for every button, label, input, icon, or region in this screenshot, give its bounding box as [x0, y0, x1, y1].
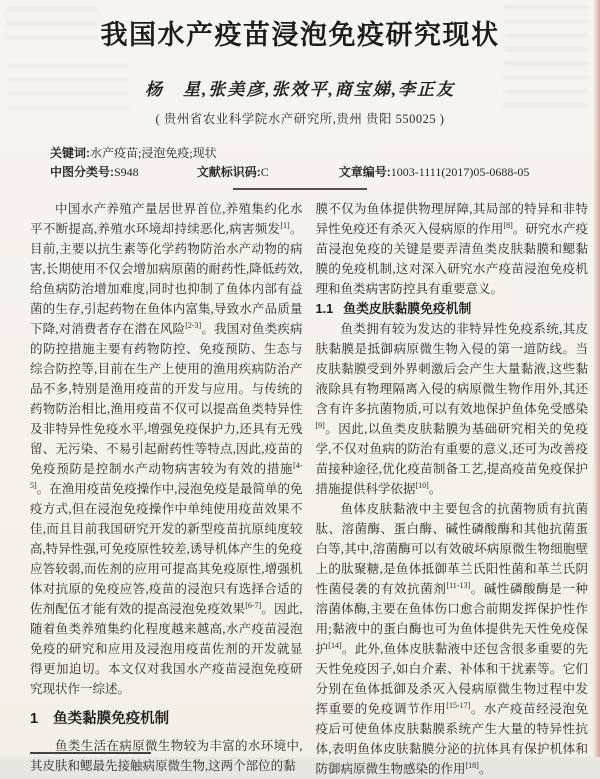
clc-label: 中图分类号:: [50, 165, 114, 179]
clc-value: S948: [114, 165, 139, 179]
doc-code-item: [197, 163, 269, 181]
footnote-rule: [30, 752, 151, 754]
section-1-title: 鱼类黏膜免疫机制: [53, 711, 170, 727]
article-header: [0, 0, 600, 127]
section-1-1-paragraph-2: 鱼体皮肤黏液中主要包含的抗菌物质有抗菌肽、溶菌酶、蛋白酶、碱性磷酸酶和其他抗菌蛋白等,其中,溶菌酶可以有效破坏病原微生物细胞壁上的肽聚糖,是鱼体抵御革兰氏阳性菌和革兰氏阴性菌侵袭的有效抗菌剂[11-13]。碱性磷酸酶是一种溶菌体酶,主要在鱼体伤口愈合前期发挥保护性作用;黏液中的蛋白酶也可为鱼体提供先天性免疫保护[14]。此外,鱼体皮肤黏液中还包含很多重要的先天性免疫因子,如白介素、补体和干扰素等。它们分别在鱼体抵御及杀灭入侵病原微生物过程中发挥重要的免疫调节作用[15-17]。水产疫苗经浸泡免疫后可使鱼体皮肤黏膜系统产生大量的特异性抗体,表明鱼体皮肤黏膜分泌的抗体具有保护机体和防御病原微生物感染的作用[18]。: [315, 502, 588, 776]
section-1-paragraph-continued: 膜不仅为鱼体提供物理屏障,其局部的特异和非特异性免疫还有杀灭入侵病原的作用[8]。研究水产疫苗浸泡免疫的关键是要弄清鱼类皮肤黏膜和鳃黏膜的免疫机制,这对深入研究水产疫苗浸泡免疫机理和鱼类病害防控具有重要意义。: [315, 202, 588, 296]
section-1-paragraph-left: 鱼类生活在病原微生物较为丰富的水环境中,其皮肤和鳃最先接触病原微生物,这两个部位的黏: [30, 739, 303, 773]
classification-row: [50, 163, 570, 181]
right-column: [316, 199, 589, 779]
article-affiliation: ( 贵州省农业科学院水产研究所,贵州 贵阳 550025 ): [155, 112, 445, 126]
clc-item: [50, 163, 139, 181]
left-column: [30, 199, 303, 779]
keywords-value: 水产疫苗;浸泡免疫;现状: [90, 146, 217, 160]
article-id-label: 文章编号:: [338, 165, 391, 179]
keywords-row: [50, 144, 570, 162]
article-id-value: 1003-1111(2017)05-0688-05: [390, 165, 530, 179]
section-1-1-paragraph-1: 鱼类拥有较为发达的非特异性免疫系统,其皮肤黏膜是抵御病原微生物入侵的第一道防线。当皮肤黏膜受到外界刺激后会产生大量黏液,这些黏液除具有物理隔离入侵的病原微生物作用外,其还含有许多抗菌物质,可以有效地保护鱼体免受感染[9]。因此,以鱼类皮肤黏膜为基础研究相关的免疫学,不仅对鱼病的防治有重要的意义,还可为改善疫苗接种途径,优化疫苗制备工艺,提高疫苗免疫保护措施提供科学依据[10]。: [315, 322, 588, 496]
article-meta: [50, 144, 570, 181]
section-1-number: 1: [30, 711, 39, 727]
keywords-label: 关键词:: [50, 146, 90, 160]
article-authors: 杨 星,张美彦,张效平,商宝娣,李正友: [145, 80, 455, 99]
section-1-1-title: 鱼类皮肤黏膜免疫机制: [343, 301, 472, 316]
article-title: 我国水产疫苗浸泡免疫研究现状: [100, 20, 500, 50]
doc-code-value: C: [260, 165, 269, 179]
section-1-1-heading: [316, 299, 589, 319]
doc-code-label: 文献标识码:: [196, 165, 261, 179]
article-body: [30, 199, 588, 779]
header-separator-rule: [233, 188, 367, 190]
section-1-1-number: 1.1: [315, 301, 334, 316]
intro-paragraph: 中国水产养殖产量居世界首位,养殖集约化水平不断提高,养殖水环境却持续恶化,病害频发[1]。目前,主要以抗生素等化学药物防治水产动物的病害,长期使用不仅会增加病原菌的耐药性,降低药效,给鱼病防治增加难度,同时也抑制了鱼体内部有益菌的生存,引起药物在鱼体内富集,导致水产品质量下降,对消费者存在潜在风险[2-3]。我国对鱼类疾病的防控措施主要有药物防控、免疫预防、生态与综合防控等,目前在生产上使用的渔用疾病防治产品不多,特别是渔用疫苗的开发与应用。与传统的药物防治相比,渔用疫苗不仅可以提高鱼类特异性及非特异性免疫水平,增强免疫保护力,还具有无残留、无污染、不易引起耐药性等特点,因此,疫苗的免疫预防是控制水产动物病害较为有效的措施[4-5]。在渔用疫苗免疫操作中,浸泡免疫是最简单的免疫方式,但在浸泡免疫操作中单纯使用疫苗效果不佳,而且目前我国研究开发的新型疫苗抗原纯度较高,特异性强,可免疫原性较差,诱导机体产生的免疫应答较弱,而佐剂的应用可提高其免疫原性,增强机体对抗原的免疫应答,疫苗的浸泡只有选择合适的佐剂配伍才能有效的提高浸泡免疫效果[6-7]。因此,随着鱼类养殖集约化程度越来越高,水产疫苗浸泡免疫的研究和应用及浸泡用疫苗佐剂的开发就显得更加迫切。本文仅对我国水产疫苗浸泡免疫研究现状作一综述。: [30, 202, 303, 696]
section-1-heading: [30, 708, 303, 730]
article-id-item: [339, 163, 530, 181]
